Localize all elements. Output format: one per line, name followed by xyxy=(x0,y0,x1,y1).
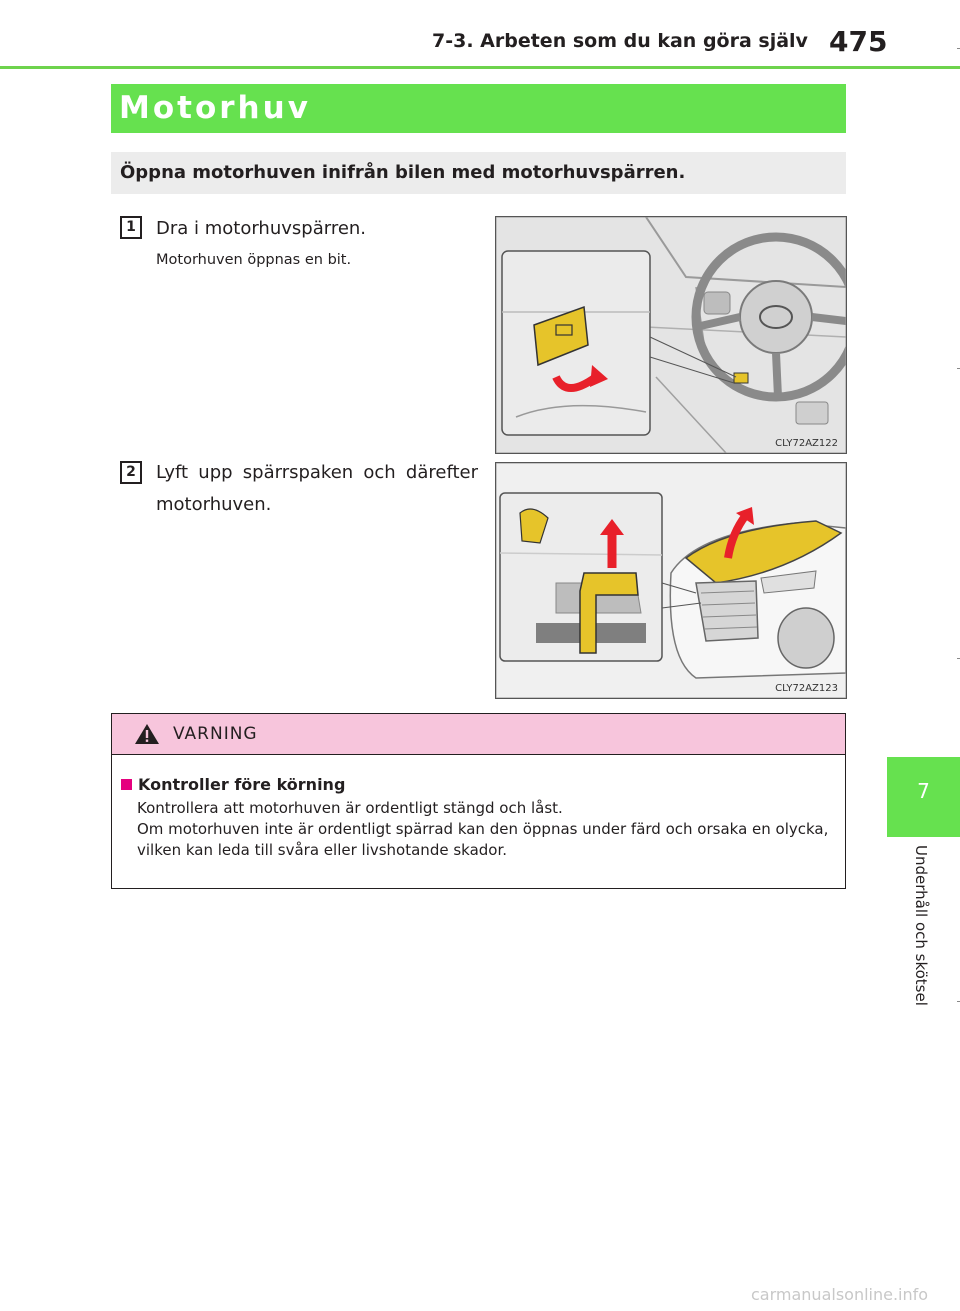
section-title-bar xyxy=(111,84,846,133)
step-number-badge: 1 xyxy=(120,216,142,239)
warning-line: Kontrollera att motorhuven är ordentligt stängd och låst. xyxy=(137,799,563,817)
chapter-tab xyxy=(887,757,960,837)
summary-box xyxy=(111,152,846,194)
running-header-title: 7-3. Arbeten som du kan göra själv xyxy=(432,30,808,52)
step-text: Dra i motorhuvspärren. xyxy=(156,218,367,239)
hood-lift-figure xyxy=(495,462,847,699)
chapter-label: Underhåll och skötsel xyxy=(912,845,930,1006)
hood-lift-illustration xyxy=(496,463,846,698)
warning-triangle-icon xyxy=(134,723,160,749)
warning-title: VARNING xyxy=(173,724,258,744)
watermark: carmanualsonline.info xyxy=(751,1285,929,1304)
warning-header xyxy=(112,714,845,755)
step-number-badge: 2 xyxy=(120,461,142,484)
figure-code: CLY72AZ123 xyxy=(775,683,838,694)
hood-release-figure xyxy=(495,216,847,454)
section-title: Motorhuv xyxy=(119,90,311,126)
warning-item-title-text: Kontroller före körning xyxy=(138,775,346,794)
header-rule xyxy=(0,66,960,69)
chapter-number: 7 xyxy=(917,779,930,803)
step-subtext: Motorhuven öppnas en bit. xyxy=(156,252,352,268)
warning-body xyxy=(137,798,837,861)
warning-line: Om motorhuven inte är ordentligt spärrad kan den öppnas under färd och orsaka en olycka, vilken kan leda till svåra eller livshotande skador. xyxy=(137,820,829,859)
hood-release-illustration xyxy=(496,217,846,453)
step-text: Lyft upp spärrspaken och därefter motorhuven. xyxy=(156,462,478,515)
figure-code: CLY72AZ122 xyxy=(775,438,838,449)
bullet-square-icon xyxy=(121,779,132,790)
summary-text: Öppna motorhuven inifrån bilen med motorhuvspärren. xyxy=(120,162,686,183)
warning-item-title xyxy=(121,775,345,794)
warning-box xyxy=(111,713,846,889)
page-number: 475 xyxy=(829,25,888,58)
